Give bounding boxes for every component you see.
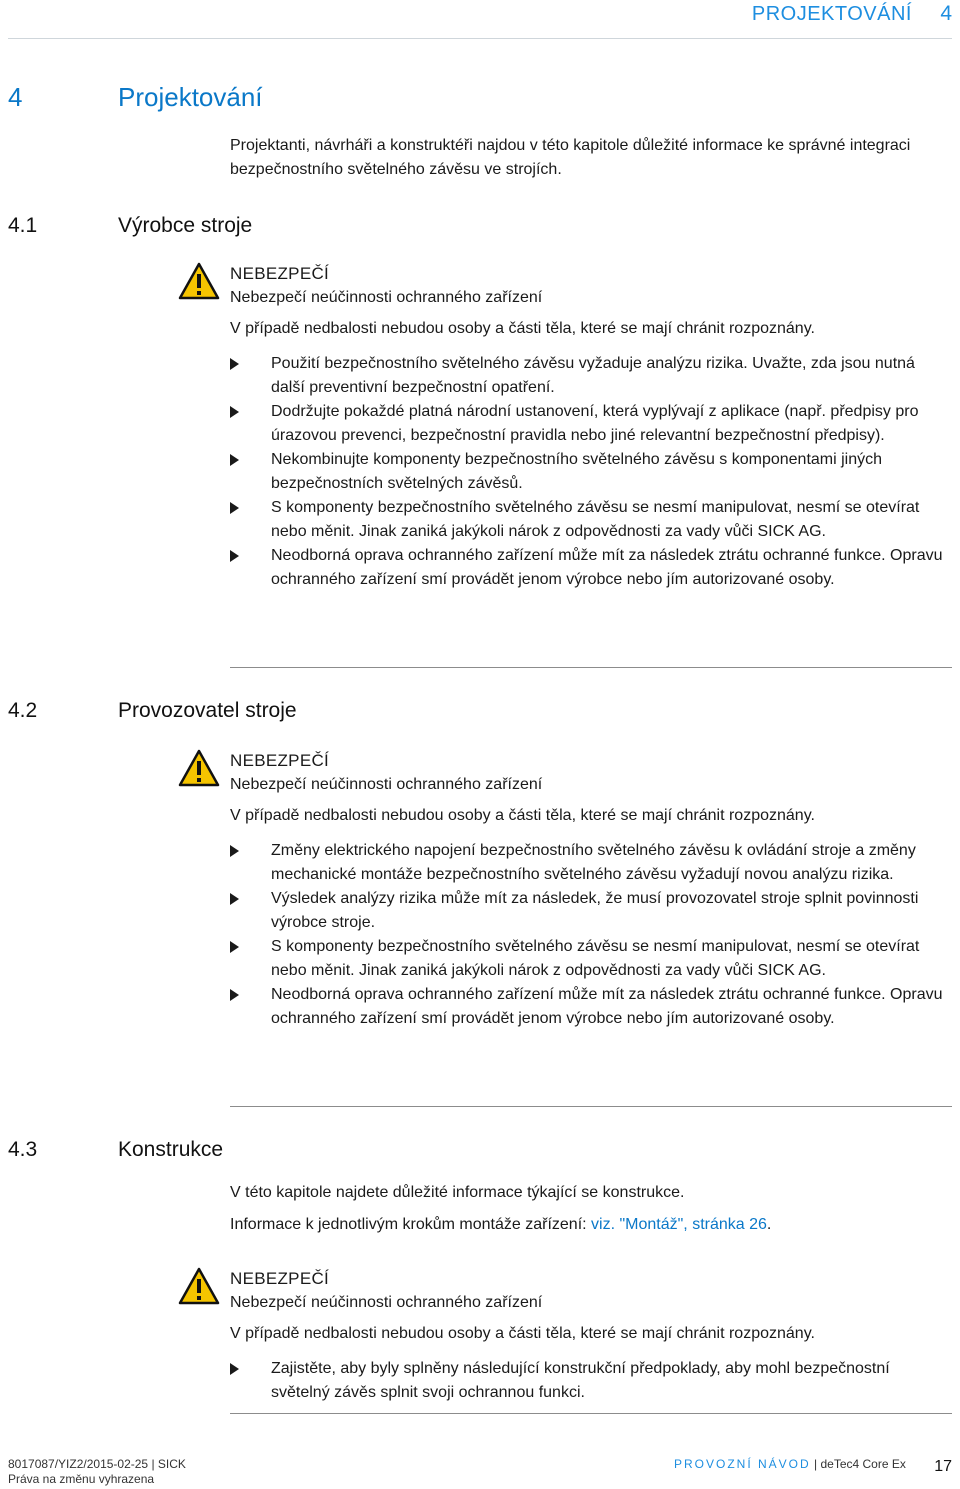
header-divider xyxy=(8,38,952,39)
list-item: Výsledek analýzy rizika může mít za následek, že musí provozovatel stroje splnit povinnosti výrobce stroje. xyxy=(230,887,952,935)
notice-list xyxy=(230,1357,952,1405)
footer-rights: Práva na změnu vyhrazena xyxy=(8,1472,155,1486)
bullet-arrow-icon xyxy=(230,989,239,1001)
bullet-arrow-icon xyxy=(230,1363,239,1375)
notice-list xyxy=(230,352,952,592)
notice-list xyxy=(230,839,952,1031)
section-paragraph-reference: Informace k jednotlivým krokům montáže zařízení: viz. "Montáž", stránka 26. xyxy=(230,1216,772,1233)
danger-notice-4-1 xyxy=(230,262,952,592)
notice-divider xyxy=(230,1413,952,1414)
warning-triangle-icon xyxy=(178,262,220,300)
list-item: S komponenty bezpečnostního světelného závěsu se nesmí manipulovat, nesmí se otevírat nebo měnit. Jinak zaniká jakýkoli nárok z odpovědnosti za vady vůči SICK AG. xyxy=(230,935,952,983)
bullet-arrow-icon xyxy=(230,358,239,370)
bullet-arrow-icon xyxy=(230,406,239,418)
bullet-arrow-icon xyxy=(230,941,239,953)
notice-title: NEBEZPEČÍ xyxy=(230,1269,330,1288)
list-item: Změny elektrického napojení bezpečnostního světelného závěsu k ovládání stroje a změny mechanické montáže bezpečnostního světelného závěsu vyžadují novou analýzu rizika. xyxy=(230,839,952,887)
notice-subtitle: Nebezpečí neúčinnosti ochranného zařízení xyxy=(230,776,543,793)
chapter-intro: Projektanti, návrháři a konstruktéři najdou v této kapitole důležité informace ke správné integraci bezpečnostního světelného závěsu ve strojích. xyxy=(230,137,911,178)
section-number-4-1: 4.1 xyxy=(8,214,38,237)
section-title-4-1: Výrobce stroje xyxy=(118,214,253,237)
notice-subtitle: Nebezpečí neúčinnosti ochranného zařízení xyxy=(230,289,543,306)
danger-notice-4-2 xyxy=(230,749,952,1031)
list-item: Zajistěte, aby byly splněny následující konstrukční předpoklady, aby mohl bezpečnostní světelný závěs splnit svoji ochrannou funkci. xyxy=(230,1357,952,1405)
list-item: Neodborná oprava ochranného zařízení může mít za následek ztrátu ochranné funkce. Opravu ochranného zařízení smí provádět jenom výrobce nebo jím autorizované osoby. xyxy=(230,544,952,592)
notice-subtitle: Nebezpečí neúčinnosti ochranného zařízení xyxy=(230,1294,543,1311)
list-item: Neodborná oprava ochranného zařízení může mít za následek ztrátu ochranné funkce. Opravu ochranného zařízení smí provádět jenom výrobce nebo jím autorizované osoby. xyxy=(230,983,952,1031)
section-title-4-2: Provozovatel stroje xyxy=(118,699,297,722)
notice-text: V případě nedbalosti nebudou osoby a části těla, které se mají chránit rozpoznány. xyxy=(230,320,815,337)
notice-text: V případě nedbalosti nebudou osoby a části těla, které se mají chránit rozpoznány. xyxy=(230,807,815,824)
chapter-title: Projektování xyxy=(118,82,263,112)
section-number-4-3: 4.3 xyxy=(8,1138,38,1161)
running-header-title: PROJEKTOVÁNÍ xyxy=(751,3,912,25)
list-item: Dodržujte pokaždé platná národní ustanovení, která vyplývají z aplikace (např. předpisy pro úrazovou prevenci, bezpečnostní pravidla nebo jiné relevantní bezpečnostní předpisy). xyxy=(230,400,952,448)
footer-document-type: PROVOZNÍ NÁVOD | deTec4 Core Ex xyxy=(674,1457,906,1471)
bullet-arrow-icon xyxy=(230,454,239,466)
warning-triangle-icon xyxy=(178,749,220,787)
notice-divider xyxy=(230,1106,952,1107)
section-paragraph: V této kapitole najdete důležité informace týkající se konstrukce. xyxy=(230,1184,685,1201)
bullet-arrow-icon xyxy=(230,845,239,857)
bullet-arrow-icon xyxy=(230,502,239,514)
list-item: S komponenty bezpečnostního světelného závěsu se nesmí manipulovat, nesmí se otevírat nebo měnit. Jinak zaniká jakýkoli nárok z odpovědnosti za vady vůči SICK AG. xyxy=(230,496,952,544)
chapter-number: 4 xyxy=(8,82,23,112)
cross-reference-link[interactable]: viz. "Montáž", stránka 26 xyxy=(591,1216,767,1233)
section-number-4-2: 4.2 xyxy=(8,699,38,722)
running-header-chapter-number: 4 xyxy=(940,2,952,25)
notice-text: V případě nedbalosti nebudou osoby a části těla, které se mají chránit rozpoznány. xyxy=(230,1325,815,1342)
notice-title: NEBEZPEČÍ xyxy=(230,264,330,283)
section-title-4-3: Konstrukce xyxy=(118,1138,224,1161)
footer-document-id: 8017087/YIZ2/2015-02-25 | SICK xyxy=(8,1457,186,1471)
bullet-arrow-icon xyxy=(230,893,239,905)
notice-title: NEBEZPEČÍ xyxy=(230,751,330,770)
bullet-arrow-icon xyxy=(230,550,239,562)
page-number: 17 xyxy=(934,1458,952,1475)
list-item: Použití bezpečnostního světelného závěsu vyžaduje analýzu rizika. Uvažte, zda jsou nutná další preventivní bezpečnostní opatření. xyxy=(230,352,952,400)
danger-notice-4-3 xyxy=(230,1267,952,1405)
notice-divider xyxy=(230,667,952,668)
list-item: Nekombinujte komponenty bezpečnostního světelného závěsu s komponentami jiných bezpečnostních světelných závěsů. xyxy=(230,448,952,496)
warning-triangle-icon xyxy=(178,1267,220,1305)
